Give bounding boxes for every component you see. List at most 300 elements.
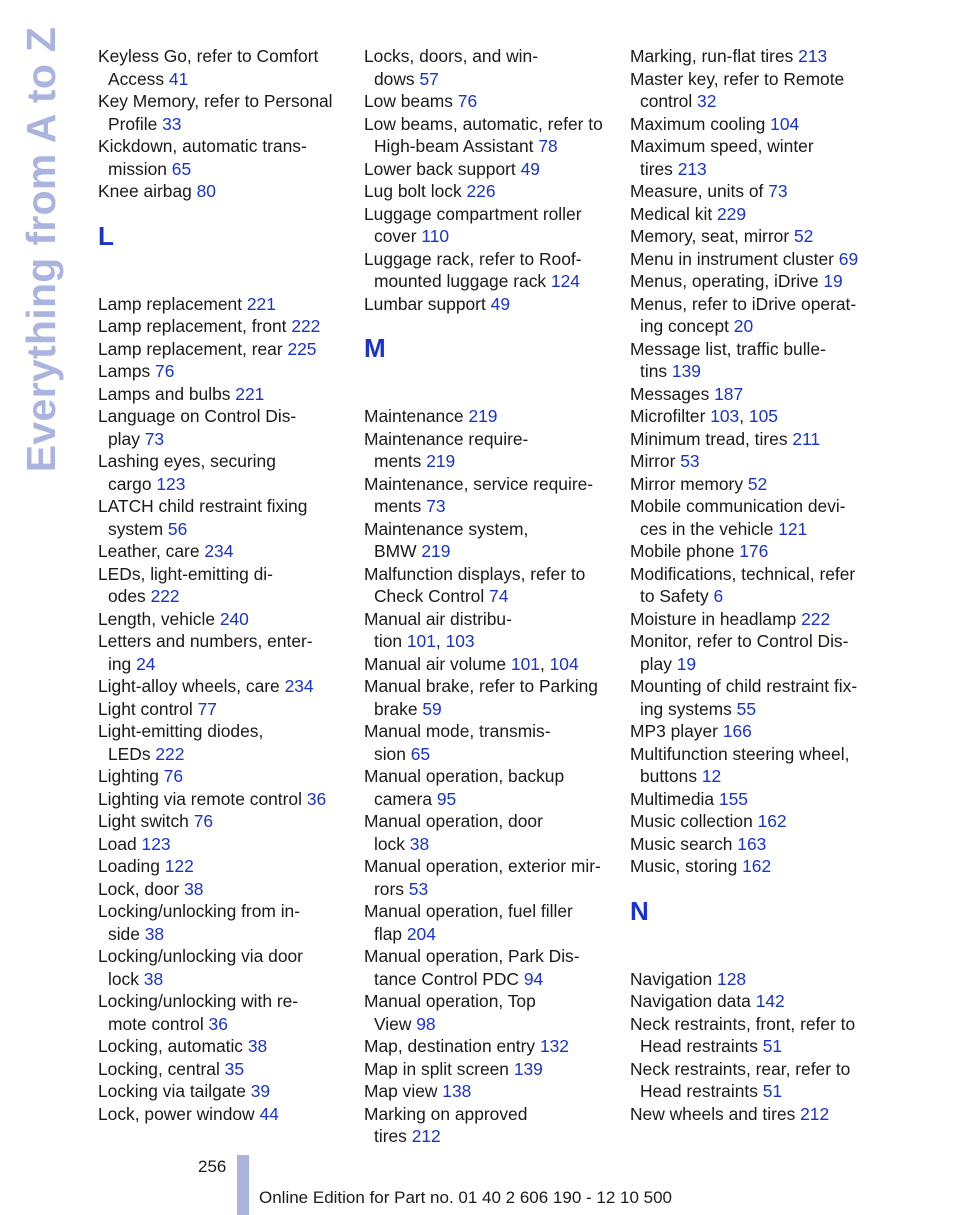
page-reference-link[interactable]: 123 — [141, 833, 171, 854]
entry-continuation-line — [630, 653, 875, 676]
entry-term-text: Message list, traffic bulle- — [630, 338, 826, 359]
entry-term-line — [364, 405, 609, 428]
index-entry — [98, 608, 343, 631]
entry-term-text: Locking/unlocking from in- — [98, 901, 301, 921]
page-reference-link[interactable]: 65 — [171, 158, 192, 179]
entry-term-line — [98, 450, 343, 473]
entry-term-line — [364, 1058, 609, 1081]
page-reference-link[interactable]: 36 — [208, 1013, 228, 1034]
entry-term-line — [630, 68, 875, 91]
entry-term-text: Lug bolt lock — [364, 181, 462, 201]
entry-term-line — [630, 225, 875, 248]
entry-term-text: Light control — [98, 698, 193, 719]
index-entry — [98, 90, 343, 135]
entry-term-text: Kickdown, automatic trans- — [98, 136, 307, 156]
entry-term-line — [364, 293, 609, 316]
page-reference-link[interactable]: 74 — [489, 586, 509, 606]
page-reference-link[interactable]: 162 — [757, 811, 787, 831]
index-entry — [630, 225, 875, 248]
entry-term-text: Manual operation, exterior mir- — [364, 856, 601, 876]
entry-term-text: Key Memory, refer to Personal — [98, 91, 333, 111]
entry-term-line — [364, 900, 609, 923]
entry-term-text: mission — [108, 158, 167, 179]
entry-term-text: View — [374, 1013, 412, 1034]
page-reference-link[interactable]: 163 — [737, 833, 767, 854]
index-entry — [98, 698, 343, 721]
page-reference-link[interactable]: 65 — [410, 743, 431, 764]
page-reference-link[interactable]: 221 — [246, 293, 276, 314]
index-entry — [98, 765, 343, 788]
page-reference-link[interactable]: 103 — [445, 631, 475, 651]
entry-term-text: camera — [374, 788, 432, 809]
page-reference-link[interactable]: 52 — [793, 226, 814, 246]
entry-term-line — [630, 450, 875, 473]
page-reference-link[interactable]: 41 — [168, 68, 189, 89]
index-entry — [630, 45, 875, 68]
entry-term-text: ing systems — [640, 698, 732, 719]
entry-term-text: Loading — [98, 856, 160, 876]
entry-term-line — [98, 1103, 343, 1126]
index-entry — [630, 743, 875, 788]
entry-term-text: control — [640, 91, 693, 111]
index-entry — [364, 203, 609, 248]
page-reference-link[interactable]: 104 — [549, 653, 579, 674]
page-reference-link[interactable]: 53 — [408, 878, 429, 899]
index-entry — [364, 158, 609, 181]
page-reference-link[interactable]: 101 — [406, 631, 436, 651]
entry-term-text: Navigation — [630, 968, 713, 989]
entry-term-text: Multimedia — [630, 788, 715, 809]
entry-term-text: play — [640, 653, 672, 674]
index-entry — [364, 945, 609, 990]
index-entry — [630, 338, 875, 383]
index-entry — [630, 180, 875, 203]
entry-term-text: Manual operation, door — [364, 811, 543, 831]
entry-term-text: Letters and numbers, enter- — [98, 631, 313, 651]
page-reference-link[interactable]: 124 — [550, 271, 580, 291]
entry-term-text: Minimum tread, tires — [630, 428, 788, 449]
entry-term-text: Mobile phone — [630, 541, 735, 561]
entry-term-text: Locking/unlocking via door — [98, 946, 303, 966]
page-reference-link[interactable]: 229 — [717, 203, 747, 224]
page-reference-link[interactable]: 211 — [792, 428, 821, 449]
page-reference-link[interactable]: 49 — [520, 158, 540, 179]
index-entry — [630, 270, 875, 293]
page-reference-link[interactable]: 212 — [800, 1103, 830, 1124]
entry-term-line — [630, 293, 875, 316]
entry-continuation-line — [98, 585, 343, 608]
page-reference-link[interactable]: 51 — [762, 1036, 783, 1056]
entry-term-text: Multifunction steering wheel, — [630, 743, 850, 764]
entry-term-line — [364, 248, 609, 271]
page-reference-link[interactable]: 204 — [406, 923, 436, 944]
entry-term-line — [630, 720, 875, 743]
entry-term-line — [98, 698, 343, 721]
page-reference-link[interactable]: 222 — [801, 608, 831, 629]
page-reference-link[interactable]: 128 — [717, 968, 747, 989]
entry-continuation-line — [364, 135, 609, 158]
entry-term-line — [364, 428, 609, 451]
entry-term-text: Messages — [630, 383, 710, 404]
page-reference-link[interactable]: 38 — [409, 833, 430, 854]
index-entry — [630, 630, 875, 675]
index-entry — [364, 608, 609, 653]
index-entry — [98, 1035, 343, 1058]
entry-term-text: Music collection — [630, 811, 753, 831]
index-entry — [630, 473, 875, 496]
page-reference-link[interactable]: 222 — [150, 586, 180, 606]
page-reference-link[interactable]: 219 — [426, 451, 456, 471]
entry-continuation-line — [364, 698, 609, 721]
entry-term-text: sion — [374, 743, 406, 764]
index-entry — [98, 878, 343, 901]
entry-term-line — [364, 158, 609, 181]
footer-edition-text: Online Edition for Part no. 01 40 2 606 190 - 12 10 500 — [259, 1188, 673, 1207]
entry-term-text: Lashing eyes, securing — [98, 451, 276, 471]
section-letter-heading: L — [98, 220, 114, 251]
page-reference-link[interactable]: 138 — [442, 1081, 472, 1101]
entry-term-text: mote control — [108, 1013, 204, 1034]
page-reference-link[interactable]: 77 — [197, 698, 217, 719]
entry-term-line — [364, 945, 609, 968]
page-reference-link[interactable]: 57 — [419, 68, 439, 89]
entry-term-line — [630, 495, 875, 518]
page-reference-link[interactable]: 142 — [755, 991, 785, 1011]
section-letter-heading: M — [364, 333, 386, 363]
entry-continuation-line — [630, 90, 875, 113]
entry-term-line — [630, 855, 875, 878]
entry-term-text: MP3 player — [630, 721, 718, 741]
index-entry — [98, 1058, 343, 1081]
page-reference-link[interactable]: 51 — [762, 1081, 783, 1101]
page-reference-link[interactable]: 56 — [167, 518, 188, 539]
entry-term-line — [98, 810, 343, 833]
page-reference-link[interactable]: 139 — [513, 1058, 543, 1079]
page-reference-link[interactable]: 76 — [457, 91, 478, 111]
page-reference-link[interactable]: 94 — [523, 968, 544, 989]
page-reference-link[interactable]: 213 — [677, 158, 707, 179]
index-entry — [98, 833, 343, 856]
entry-term-text: Maintenance — [364, 406, 464, 426]
entry-term-text: Luggage rack, refer to Roof- — [364, 248, 582, 269]
entry-term-line — [630, 743, 875, 766]
page-reference-link[interactable]: 226 — [466, 181, 496, 201]
index-entry — [630, 990, 875, 1013]
entry-continuation-line — [364, 968, 609, 991]
entry-term-line — [98, 608, 343, 631]
index-entry — [630, 68, 875, 113]
entry-term-line — [630, 270, 875, 293]
entry-term-text: Navigation data — [630, 991, 751, 1011]
entry-term-line — [364, 1080, 609, 1103]
entry-term-text: tion — [374, 631, 403, 651]
page-reference-link[interactable]: 139 — [671, 361, 701, 381]
page-reference-link[interactable]: 78 — [538, 136, 558, 156]
page-reference-link[interactable]: 38 — [144, 923, 165, 944]
index-entry — [364, 405, 609, 428]
entry-continuation-line — [364, 68, 609, 91]
page-reference-link[interactable]: 38 — [184, 878, 204, 899]
entry-term-line — [98, 630, 343, 653]
page-reference-link[interactable]: 176 — [739, 541, 769, 561]
entry-term-text: Memory, seat, mirror — [630, 226, 790, 246]
entry-term-text: rors — [374, 878, 404, 899]
entry-term-text: tires — [640, 158, 673, 179]
entry-term-line — [364, 1103, 609, 1126]
page-reference-link[interactable]: 123 — [156, 473, 186, 494]
entry-term-text: Knee airbag — [98, 181, 192, 201]
page-reference-link[interactable]: 162 — [742, 856, 772, 876]
index-entry — [364, 855, 609, 900]
page-reference-link[interactable]: 98 — [416, 1013, 436, 1034]
page-reference-link[interactable]: 103 — [710, 406, 740, 426]
entry-term-text: Light-alloy wheels, care — [98, 676, 280, 696]
entry-continuation-line — [630, 698, 875, 721]
entry-term-line — [630, 630, 875, 653]
entry-term-text: Low beams — [364, 91, 453, 111]
page-reference-link[interactable]: 32 — [697, 91, 717, 111]
entry-term-line — [630, 1013, 875, 1036]
page-reference-link[interactable]: 12 — [701, 766, 722, 786]
page-reference-link[interactable]: 105 — [748, 406, 778, 426]
index-entry — [98, 563, 343, 608]
entry-term-text: tins — [640, 361, 668, 381]
entry-term-text: mounted luggage rack — [374, 271, 547, 291]
footer-accent-bar — [237, 1155, 249, 1215]
entry-term-text: ces in the vehicle — [640, 518, 774, 539]
section-side-title — [18, 26, 65, 472]
entry-term-line — [630, 45, 875, 68]
entry-term-line — [630, 810, 875, 833]
page-reference-link[interactable]: 222 — [155, 743, 185, 764]
entry-term-text: Low beams, automatic, refer to — [364, 113, 603, 134]
index-entry — [98, 1080, 343, 1103]
entry-term-text: Modifications, technical, refer — [630, 563, 856, 584]
entry-term-text: ing — [108, 653, 132, 674]
index-entry — [630, 1058, 875, 1103]
entry-continuation-line — [98, 653, 343, 676]
entry-term-text: Manual operation, Park Dis- — [364, 946, 580, 966]
entry-term-text: Load — [98, 833, 137, 854]
entry-term-line — [630, 1103, 875, 1126]
page-reference-link[interactable]: 38 — [143, 968, 164, 989]
entry-term-text: Maintenance require- — [364, 428, 529, 449]
page-reference-link[interactable]: 155 — [718, 788, 748, 809]
index-entry — [630, 495, 875, 540]
entry-term-line — [98, 675, 343, 698]
entry-term-text: Marking on approved — [364, 1103, 528, 1124]
entry-term-text: Music, storing — [630, 856, 738, 876]
entry-term-text: Manual mode, transmis- — [364, 721, 551, 741]
page-reference-link[interactable]: 19 — [823, 271, 843, 291]
page-reference-link[interactable]: 132 — [539, 1036, 569, 1056]
page-reference-link[interactable]: 73 — [768, 181, 788, 201]
page-reference-link[interactable]: 35 — [224, 1058, 244, 1079]
entry-continuation-line — [630, 360, 875, 383]
entry-term-line — [630, 113, 875, 136]
entry-continuation-line — [98, 113, 343, 136]
entry-term-text: Master key, refer to Remote — [630, 68, 845, 89]
entry-term-line — [98, 45, 343, 68]
entry-term-text: ments — [374, 496, 422, 516]
index-entry — [630, 405, 875, 428]
page-reference-link[interactable]: 76 — [163, 766, 184, 786]
index-entry — [630, 563, 875, 608]
entry-term-text: ments — [374, 451, 422, 471]
index-entry — [98, 788, 343, 811]
entry-term-text: cargo — [108, 473, 152, 494]
page-reference-link[interactable]: 38 — [247, 1036, 268, 1056]
page-reference-link[interactable]: 73 — [144, 428, 165, 449]
index-entry — [630, 248, 875, 271]
index-column-2 — [364, 45, 609, 1148]
entry-term-text: Keyless Go, refer to Comfort — [98, 46, 319, 66]
page-reference-link[interactable]: 219 — [468, 406, 498, 426]
entry-term-text: to Safety — [640, 586, 709, 606]
entry-term-text: BMW — [374, 541, 417, 561]
entry-term-text: Locking/unlocking with re- — [98, 991, 299, 1011]
entry-term-text: Lock, power window — [98, 1103, 255, 1124]
entry-term-line — [364, 45, 609, 68]
entry-term-text: flap — [374, 923, 403, 944]
index-entry — [630, 1103, 875, 1126]
index-entry — [630, 383, 875, 406]
entry-term-line — [630, 675, 875, 698]
index-entry — [630, 608, 875, 631]
entry-term-text: lock — [108, 968, 139, 989]
page-reference-link[interactable]: 76 — [193, 811, 214, 831]
index-entry — [98, 338, 343, 361]
entry-term-line — [98, 1035, 343, 1058]
index-entry — [364, 518, 609, 563]
entry-term-text: LEDs, light-emitting di- — [98, 563, 273, 584]
index-entry — [364, 653, 609, 676]
index-entry — [98, 315, 343, 338]
page-reference-link[interactable]: 55 — [736, 698, 756, 719]
index-entry — [630, 113, 875, 136]
entry-term-line — [364, 563, 609, 586]
page-reference-link[interactable]: 44 — [259, 1103, 279, 1124]
index-entry — [630, 293, 875, 338]
entry-term-line — [98, 900, 343, 923]
page-reference-link[interactable]: 240 — [219, 608, 249, 629]
page-reference-link[interactable]: 219 — [421, 541, 451, 561]
page-reference-link[interactable]: 101 — [510, 653, 540, 674]
page-reference-link[interactable]: 19 — [676, 653, 697, 674]
index-entry — [98, 360, 343, 383]
entry-term-text: Locking via tailgate — [98, 1081, 246, 1101]
page-reference-link[interactable]: 76 — [155, 361, 175, 381]
entry-term-line — [630, 248, 875, 271]
entry-term-text: Manual operation, Top — [364, 991, 536, 1011]
index-entry — [98, 180, 343, 203]
entry-term-text: Access — [108, 68, 165, 89]
page-reference-link[interactable]: 53 — [680, 451, 700, 471]
entry-continuation-line — [98, 1013, 343, 1036]
entry-continuation-line — [630, 315, 875, 338]
page-reference-link[interactable]: 59 — [422, 698, 442, 719]
page-reference-link[interactable]: 104 — [770, 113, 800, 134]
index-entry — [630, 968, 875, 991]
page-reference-link[interactable]: 213 — [798, 46, 828, 66]
entry-term-text: New wheels and tires — [630, 1103, 796, 1124]
entry-term-text: Manual air distribu- — [364, 608, 512, 629]
index-entry — [364, 428, 609, 473]
page-reference-link[interactable]: 122 — [164, 856, 194, 876]
entry-term-line — [364, 720, 609, 743]
entry-term-text: Neck restraints, front, refer to — [630, 1013, 856, 1034]
page-reference-link[interactable]: 221 — [235, 383, 265, 404]
page-reference-link[interactable]: 234 — [284, 676, 314, 696]
page-reference-link[interactable]: 24 — [136, 653, 156, 674]
index-entry — [98, 990, 343, 1035]
entry-term-text: High-beam Assistant — [374, 136, 534, 156]
entry-term-text: Luggage compartment roller — [364, 203, 582, 224]
entry-continuation-line — [630, 585, 875, 608]
entry-term-line — [630, 180, 875, 203]
entry-term-text: dows — [374, 68, 415, 89]
index-entry — [630, 720, 875, 743]
entry-term-line — [630, 608, 875, 631]
page-reference-link[interactable]: 234 — [204, 541, 234, 561]
index-entry — [630, 428, 875, 451]
side-title-text: Everything from A to Z — [18, 26, 65, 472]
page-reference-link[interactable]: 222 — [291, 316, 321, 336]
entry-term-line — [630, 540, 875, 563]
page-reference-link[interactable]: 36 — [306, 788, 327, 809]
page-number: 256 — [198, 1157, 227, 1176]
page-reference-link[interactable]: 95 — [436, 788, 457, 809]
entry-term-text: ing concept — [640, 316, 729, 336]
entry-term-text: Marking, run-flat tires — [630, 46, 794, 66]
entry-term-text: cover — [374, 226, 417, 246]
entry-continuation-line — [364, 450, 609, 473]
page-reference-link[interactable]: 49 — [490, 293, 510, 314]
entry-continuation-line — [98, 473, 343, 496]
index-entry — [364, 900, 609, 945]
index-entry — [98, 383, 343, 406]
page-reference-link[interactable]: 225 — [287, 338, 317, 359]
entry-term-line — [630, 833, 875, 856]
page-reference-link[interactable]: 73 — [426, 496, 446, 516]
entry-term-text: Lighting via remote control — [98, 788, 302, 809]
page-reference-link[interactable]: 110 — [421, 226, 450, 246]
page-reference-link[interactable]: 212 — [411, 1126, 441, 1146]
entry-term-text: tance Control PDC — [374, 968, 519, 989]
page-reference-link[interactable]: 187 — [714, 383, 744, 404]
entry-continuation-line — [364, 743, 609, 766]
entry-term-text: Maintenance system, — [364, 518, 529, 539]
page-reference-link[interactable]: 52 — [747, 473, 768, 494]
entry-term-text: Maintenance, service require- — [364, 473, 594, 494]
page-reference-link[interactable]: 121 — [778, 518, 808, 539]
index-entry — [364, 1080, 609, 1103]
page-reference-link[interactable]: 80 — [196, 181, 216, 201]
page-reference-link[interactable]: 33 — [162, 113, 182, 134]
entry-term-text: Head restraints — [640, 1036, 758, 1056]
page-reference-link[interactable]: 20 — [733, 316, 754, 336]
entry-term-text: Music search — [630, 833, 733, 854]
page-reference-link[interactable]: 69 — [838, 248, 859, 269]
page-reference-link[interactable]: 39 — [250, 1081, 271, 1101]
page-reference-link[interactable]: 6 — [713, 586, 724, 606]
entry-term-text: tires — [374, 1126, 407, 1146]
entry-continuation-line — [364, 270, 609, 293]
index-entry — [98, 630, 343, 675]
entry-term-line — [364, 1035, 609, 1058]
index-entry — [364, 113, 609, 158]
page-reference-link[interactable]: 166 — [722, 721, 752, 741]
